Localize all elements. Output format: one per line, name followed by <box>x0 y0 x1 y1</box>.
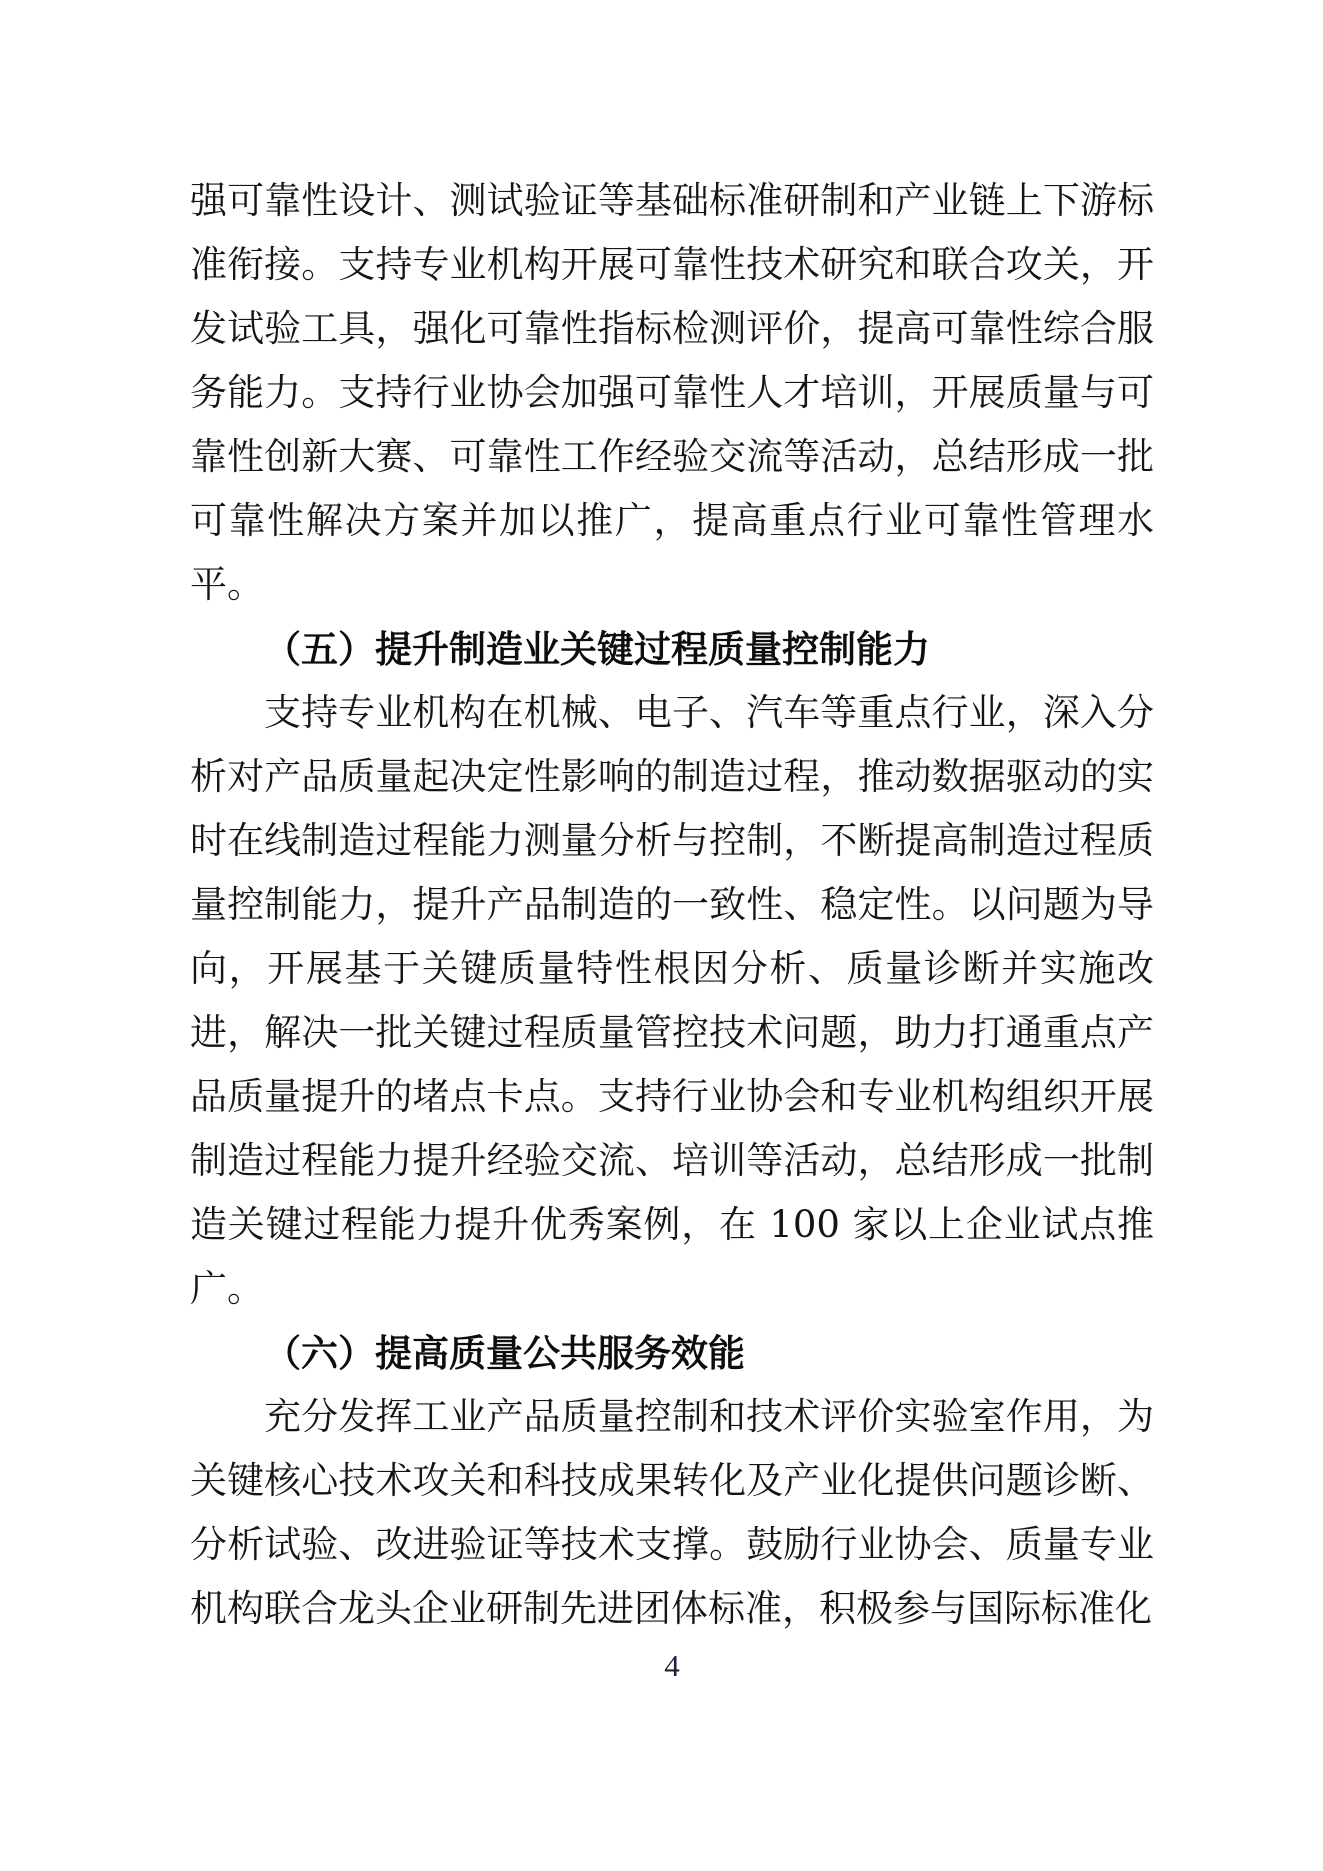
body-paragraph: 强可靠性设计、测试验证等基础标准研制和产业链上下游标准衔接。支持专业机构开展可靠性技术研究和联合攻关，开发试验工具，强化可靠性指标检测评价，提高可靠性综合服务能力。支持行业协会加强可靠性人才培训，开展质量与可靠性创新大赛、可靠性工作经验交流等活动，总结形成一批可靠性解决方案并加以推广，提高重点行业可靠性管理水平。 <box>190 179 1154 606</box>
section-heading: （六）提高质量公共服务效能 <box>264 1331 745 1375</box>
document-body <box>190 169 1154 1641</box>
body-paragraph: 充分发挥工业产品质量控制和技术评价实验室作用，为关键核心技术攻关和科技成果转化及产业化提供问题诊断、分析试验、改进验证等技术支撑。鼓励行业协会、质量专业机构联合龙头企业研制先进团体标准，积极参与国际标准化 <box>190 1395 1154 1630</box>
page-number: 4 <box>664 1648 680 1683</box>
section-heading: （五）提升制造业关键过程质量控制能力 <box>264 627 930 671</box>
body-paragraph: 支持专业机构在机械、电子、汽车等重点行业，深入分析对产品质量起决定性影响的制造过程，推动数据驱动的实时在线制造过程能力测量分析与控制，不断提高制造过程质量控制能力，提升产品制造的一致性、稳定性。以问题为导向，开展基于关键质量特性根因分析、质量诊断并实施改进，解决一批关键过程质量管控技术问题，助力打通重点产品质量提升的堵点卡点。支持行业协会和专业机构组织开展制造过程能力提升经验交流、培训等活动，总结形成一批制造关键过程能力提升优秀案例，在 100 家以上企业试点推广。 <box>190 691 1154 1310</box>
